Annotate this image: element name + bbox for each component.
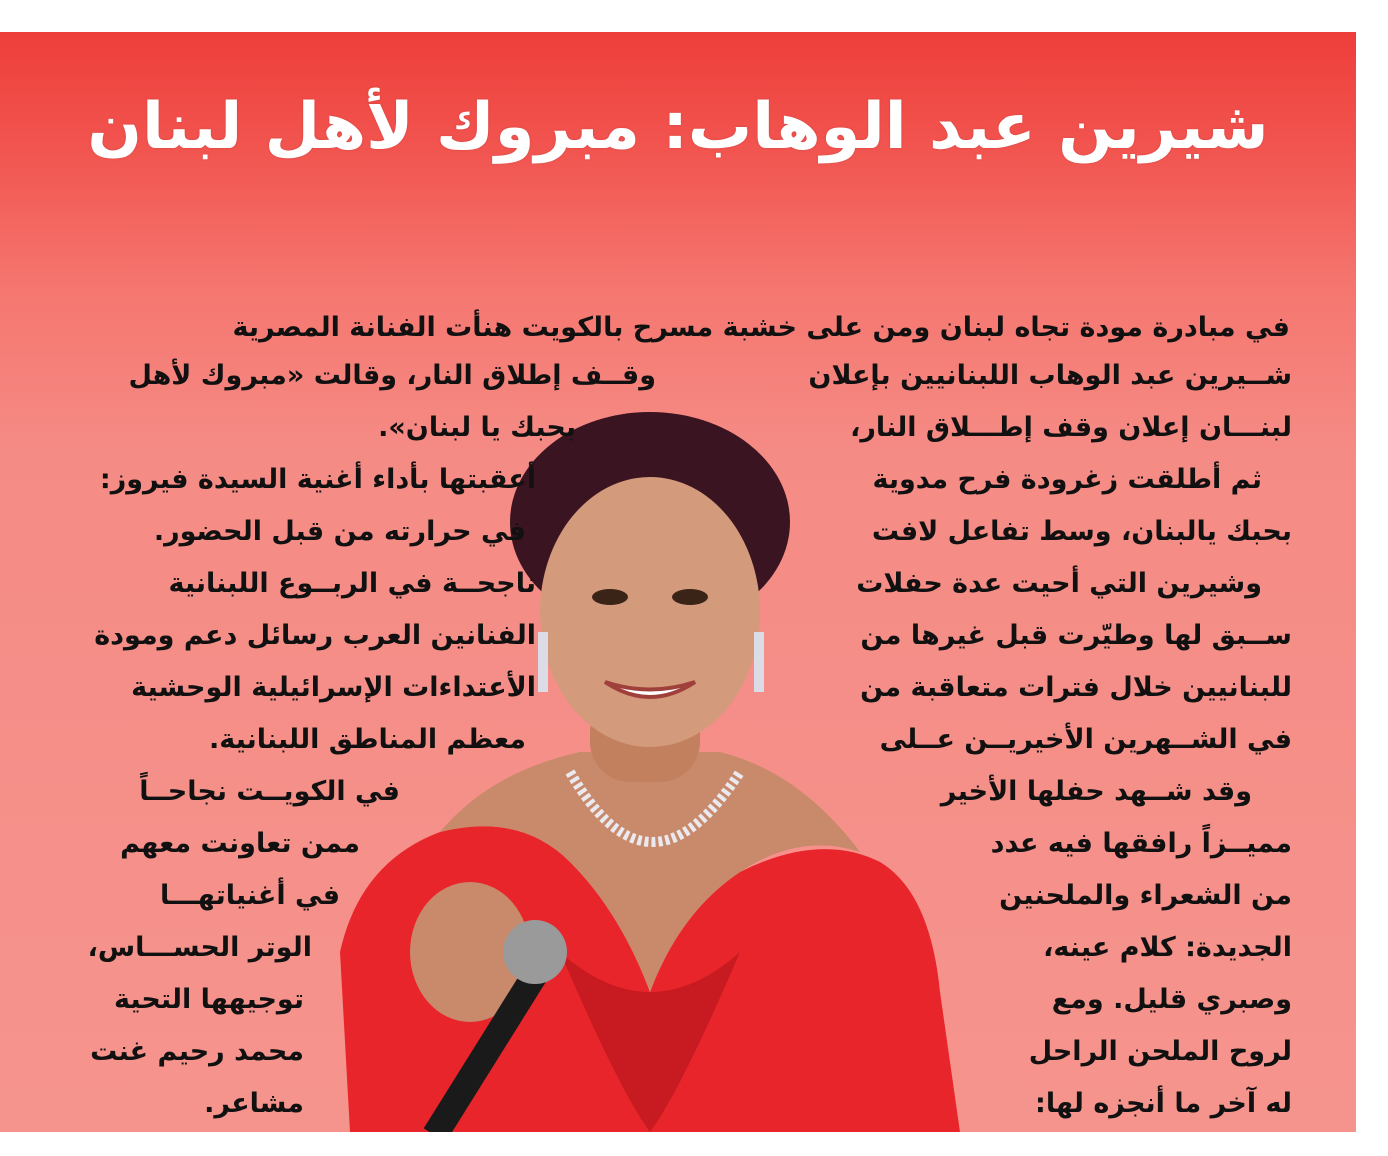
left-line: مشاعر. bbox=[204, 1088, 304, 1119]
right-column bbox=[800, 352, 1292, 1132]
right-line: بحبك يالبنان، وسط تفاعل لافت bbox=[871, 516, 1292, 547]
face bbox=[540, 477, 760, 747]
headline: شيرين عبد الوهاب: مبروك لأهل لبنان bbox=[87, 90, 1269, 164]
right-line: وشيرين التي أحيت عدة حفلات bbox=[856, 568, 1262, 599]
left-earring bbox=[538, 632, 548, 692]
left-line: معظم المناطق اللبنانية. bbox=[208, 724, 526, 755]
left-line: في حرارته من قبل الحضور. bbox=[153, 516, 526, 547]
left-eye bbox=[592, 589, 628, 605]
right-line: لبنـــان إعلان وقف إطـــلاق النار، bbox=[850, 412, 1292, 443]
right-line: له آخر ما أنجزه لها: bbox=[1035, 1088, 1292, 1119]
intro-block bbox=[50, 304, 1290, 352]
left-line: محمد رحيم غنت bbox=[90, 1036, 304, 1067]
right-line: ثم أطلقت زغرودة فرح مدوية bbox=[872, 464, 1262, 495]
right-line: ســبق لها وطيّرت قبل غيرها من bbox=[860, 620, 1292, 651]
right-line: الجديدة: كلام عينه، bbox=[1043, 932, 1292, 963]
left-line: الفنانين العرب رسائل دعم ومودة bbox=[94, 620, 536, 651]
right-line: لروح الملحن الراحل bbox=[1028, 1036, 1292, 1067]
right-line: وصبري قليل. ومع bbox=[1051, 984, 1292, 1015]
intro-line: في مبادرة مودة تجاه لبنان ومن على خشبة مسرح بالكويت هنأت الفنانة المصرية bbox=[232, 312, 1290, 343]
left-line: الوتر الحســـاس، bbox=[87, 932, 312, 963]
left-line: ناجحــة في الربــوع اللبنانية bbox=[168, 568, 536, 599]
right-line: شــيرين عبد الوهاب اللبنانيين بإعلان bbox=[808, 360, 1292, 391]
left-line: وقــف إطلاق النار، وقالت «مبروك لأهل bbox=[128, 360, 656, 391]
left-column-middle bbox=[56, 456, 536, 776]
left-line: في الكويــت نجاحــاً bbox=[139, 776, 400, 807]
left-line: في أغنياتهـــا bbox=[159, 880, 340, 911]
microphone-head-icon bbox=[503, 920, 567, 984]
right-line: من الشعراء والملحنين bbox=[999, 880, 1292, 911]
right-line: وقد شــهد حفلها الأخير bbox=[940, 776, 1252, 807]
left-line: بحبك يا لبنان». bbox=[378, 412, 576, 443]
left-line: توجيهها التحية bbox=[113, 984, 304, 1015]
left-line: ممن تعاونت معهم bbox=[120, 828, 360, 859]
article-panel bbox=[0, 32, 1356, 1132]
left-column-bottom bbox=[56, 768, 400, 1132]
right-earring bbox=[754, 632, 764, 692]
left-line: الأعتداءات الإسرائيلية الوحشية bbox=[131, 672, 536, 703]
left-line: أعقبتها بأداء أغنية السيدة فيروز: bbox=[99, 464, 536, 495]
right-eye bbox=[672, 589, 708, 605]
left-column-top bbox=[56, 352, 656, 462]
right-line: في الشــهرين الأخيريــن عــلى bbox=[879, 724, 1292, 755]
right-line: مميــزاً رافقها فيه عدد bbox=[990, 828, 1292, 859]
right-line: للبنانيين خلال فترات متعاقبة من bbox=[860, 672, 1292, 703]
